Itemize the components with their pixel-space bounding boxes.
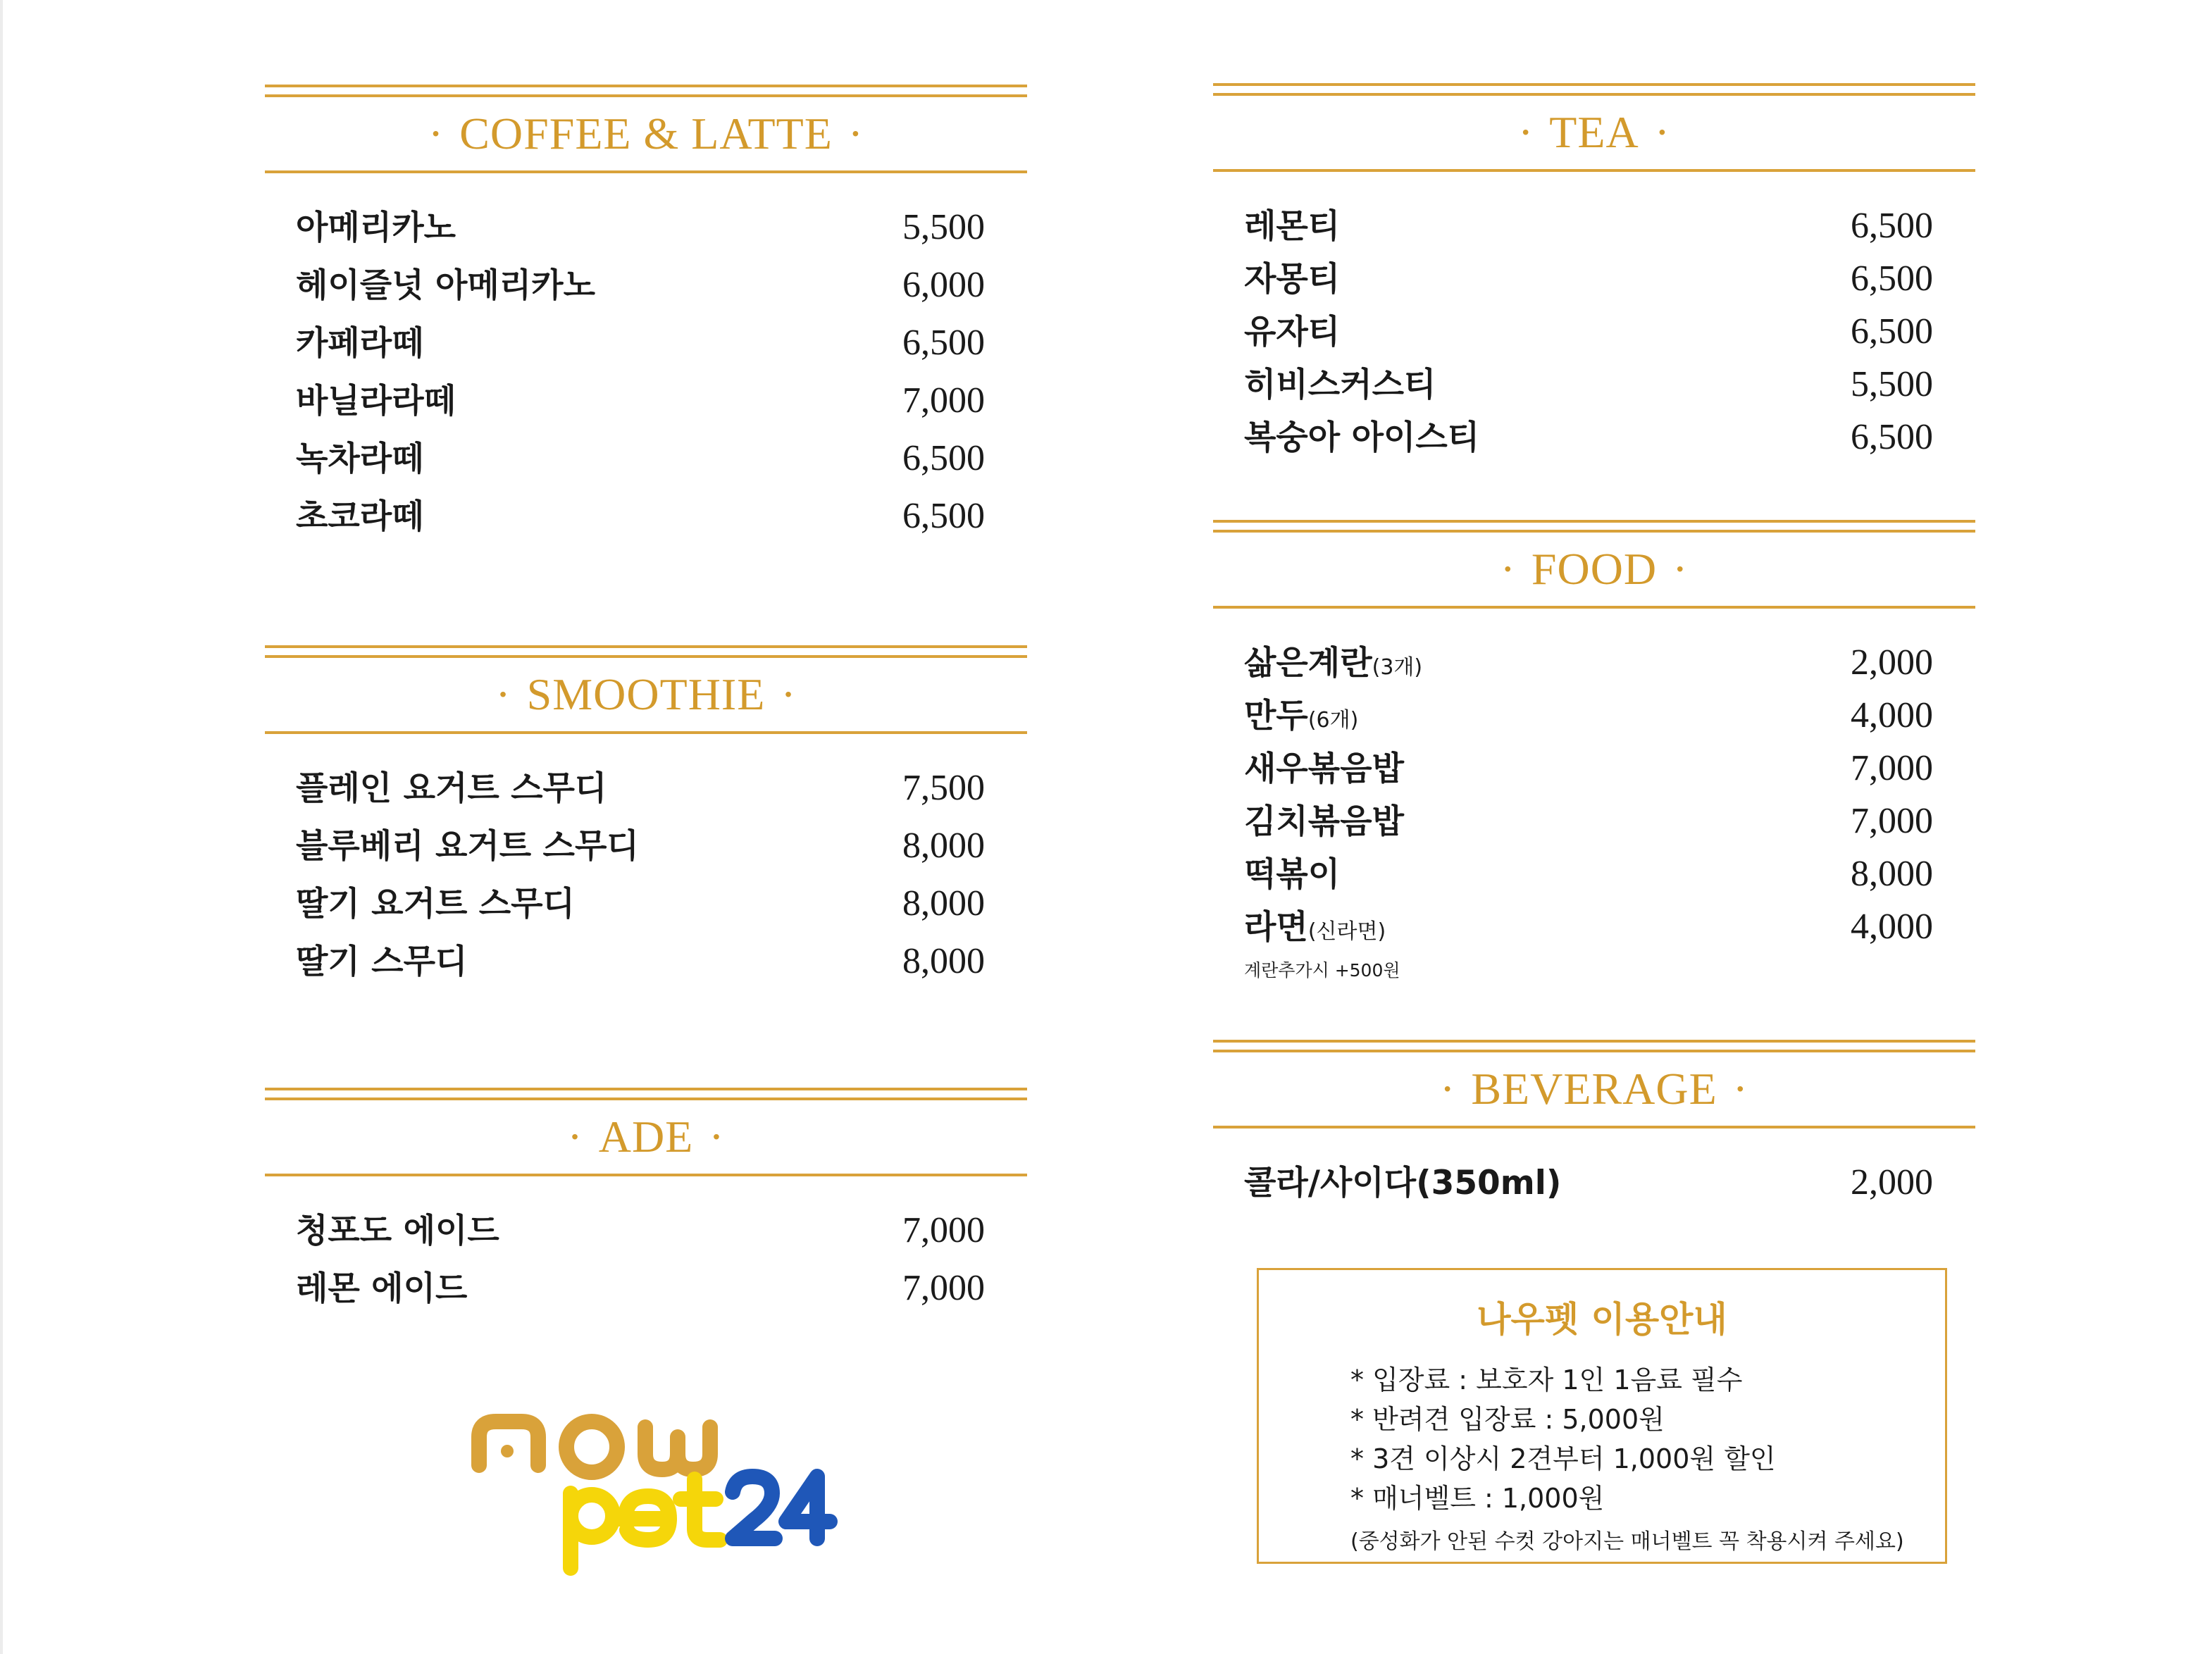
item-name: 헤이즐넛 아메리카노 xyxy=(296,266,595,305)
item-qualifier: (신라면) xyxy=(1307,919,1386,944)
item-price: 7,500 xyxy=(902,768,985,808)
item-name: 아메리카노 xyxy=(296,209,456,247)
item-price: 7,000 xyxy=(902,1268,985,1308)
item-price: 4,000 xyxy=(1851,695,1933,735)
section-top-rule xyxy=(1213,520,1975,533)
item-qualifier: (3개) xyxy=(1372,655,1423,680)
item-price: 4,000 xyxy=(1851,907,1933,947)
info-line: * 3견 이상시 2견부터 1,000원 할인 xyxy=(1350,1443,1776,1474)
item-price: 8,000 xyxy=(902,826,985,866)
section-title: · COFFEE & LATTE · xyxy=(428,108,864,158)
item-price: 7,000 xyxy=(902,380,985,421)
item-price: 6,500 xyxy=(902,323,985,363)
info-line: * 반려견 입장료 : 5,000원 xyxy=(1350,1404,1665,1435)
item-qualifier: (6개) xyxy=(1307,708,1359,733)
section-top-rule xyxy=(1213,83,1975,96)
info-line: * 매너벨트 : 1,000원 xyxy=(1350,1483,1605,1514)
section-tea xyxy=(1213,83,1975,464)
item-price: 5,500 xyxy=(902,207,985,247)
menu-item xyxy=(296,762,985,820)
item-price: 8,000 xyxy=(902,883,985,924)
menu-item xyxy=(296,878,985,935)
menu-item xyxy=(1244,901,1933,954)
menu-item xyxy=(1244,848,1933,901)
item-price: 6,500 xyxy=(1851,417,1933,457)
item-name: 히비스커스티 xyxy=(1244,366,1436,404)
item-name: 레몬 에이드 xyxy=(296,1269,468,1308)
section-beverage xyxy=(1213,1040,1975,1210)
item-name: 유자티 xyxy=(1244,313,1341,352)
item-name: 만두(6개) xyxy=(1244,697,1359,735)
section-title: · SMOOTHIE · xyxy=(495,669,797,719)
item-price: 8,000 xyxy=(1851,854,1933,894)
item-name: 삶은계란(3개) xyxy=(1244,644,1423,683)
item-name: 콜라/사이다(350ml) xyxy=(1244,1164,1562,1202)
section-coffee-latte xyxy=(265,85,1027,548)
item-name: 녹차라떼 xyxy=(296,440,424,478)
logo-now-mark xyxy=(479,1422,710,1472)
menu-item xyxy=(296,1262,985,1320)
nowpet24-logo xyxy=(465,1409,845,1578)
logo-pet-mark xyxy=(571,1479,720,1568)
item-name: 초코라떼 xyxy=(296,497,424,536)
item-price: 6,500 xyxy=(1851,259,1933,299)
menu-item xyxy=(296,820,985,878)
item-name: 떡볶이 xyxy=(1244,855,1341,894)
info-title: 나우펫 이용안내 xyxy=(1477,1299,1727,1340)
item-price: 2,000 xyxy=(1851,1162,1933,1202)
menu-item xyxy=(296,490,985,548)
section-top-rule xyxy=(265,85,1027,97)
item-price: 6,500 xyxy=(902,496,985,536)
item-name: 플레인 요거트 스무디 xyxy=(296,769,607,808)
menu-item xyxy=(1244,253,1933,306)
page-left-edge xyxy=(0,0,3,1654)
section-title: · TEA · xyxy=(1517,107,1671,157)
item-name: 새우볶음밥 xyxy=(1244,750,1405,788)
menu-item xyxy=(1244,411,1933,464)
item-name: 카페라떼 xyxy=(296,324,424,363)
menu-item xyxy=(296,1205,985,1262)
item-price: 5,500 xyxy=(1851,364,1933,404)
item-name: 복숭아 아이스티 xyxy=(1244,418,1480,457)
menu-item xyxy=(296,375,985,433)
menu-item xyxy=(1244,359,1933,411)
menu-item xyxy=(296,935,985,993)
menu-item xyxy=(1244,795,1933,848)
menu-item xyxy=(296,317,985,375)
menu-item xyxy=(296,259,985,317)
item-price: 6,500 xyxy=(1851,311,1933,352)
item-price: 7,000 xyxy=(902,1210,985,1250)
item-price: 2,000 xyxy=(1851,642,1933,683)
egg-addon-note: 계란추가시 +500원 xyxy=(1244,960,1400,981)
section-top-rule xyxy=(265,1088,1027,1100)
menu-item xyxy=(296,201,985,259)
section-food xyxy=(1213,520,1975,982)
item-name: 김치볶음밥 xyxy=(1244,802,1405,841)
item-price: 6,500 xyxy=(902,438,985,478)
info-line: * 입장료 : 보호자 1인 1음료 필수 xyxy=(1350,1364,1743,1395)
menu-item xyxy=(1244,637,1933,690)
info-footnote: (중성화가 안된 수컷 강아지는 매너벨트 꼭 착용시켜 주세요) xyxy=(1350,1529,1904,1554)
section-top-rule xyxy=(265,645,1027,658)
usage-info-box xyxy=(1257,1268,1947,1564)
section-title: · ADE · xyxy=(567,1112,725,1162)
section-top-rule xyxy=(1213,1040,1975,1052)
item-name: 딸기 스무디 xyxy=(296,943,468,981)
item-price: 6,000 xyxy=(902,265,985,305)
section-title: · BEVERAGE · xyxy=(1440,1064,1748,1114)
menu-item xyxy=(1244,306,1933,359)
logo-ear-dot-left xyxy=(501,1445,514,1457)
section-smoothie xyxy=(265,645,1027,993)
item-name: 라면(신라면) xyxy=(1244,908,1386,947)
item-name: 청포도 에이드 xyxy=(296,1212,499,1250)
item-price: 7,000 xyxy=(1851,801,1933,841)
section-title: · FOOD · xyxy=(1500,544,1689,594)
menu-item xyxy=(1244,742,1933,795)
menu-item xyxy=(1244,690,1933,742)
logo-24-mark xyxy=(733,1476,830,1538)
item-price: 6,500 xyxy=(1851,206,1933,246)
item-price: 7,000 xyxy=(1851,748,1933,788)
item-name: 바닐라라떼 xyxy=(296,382,456,421)
item-price: 8,000 xyxy=(902,941,985,981)
menu-item xyxy=(1244,200,1933,253)
menu-item xyxy=(296,433,985,490)
menu-item xyxy=(1244,1157,1933,1210)
item-name: 딸기 요거트 스무디 xyxy=(296,885,575,924)
item-name: 자몽티 xyxy=(1244,260,1341,299)
item-name: 블루베리 요거트 스무디 xyxy=(296,827,639,866)
item-name: 레몬티 xyxy=(1244,207,1341,246)
logo-graphic xyxy=(465,1409,845,1578)
section-ade xyxy=(265,1088,1027,1320)
